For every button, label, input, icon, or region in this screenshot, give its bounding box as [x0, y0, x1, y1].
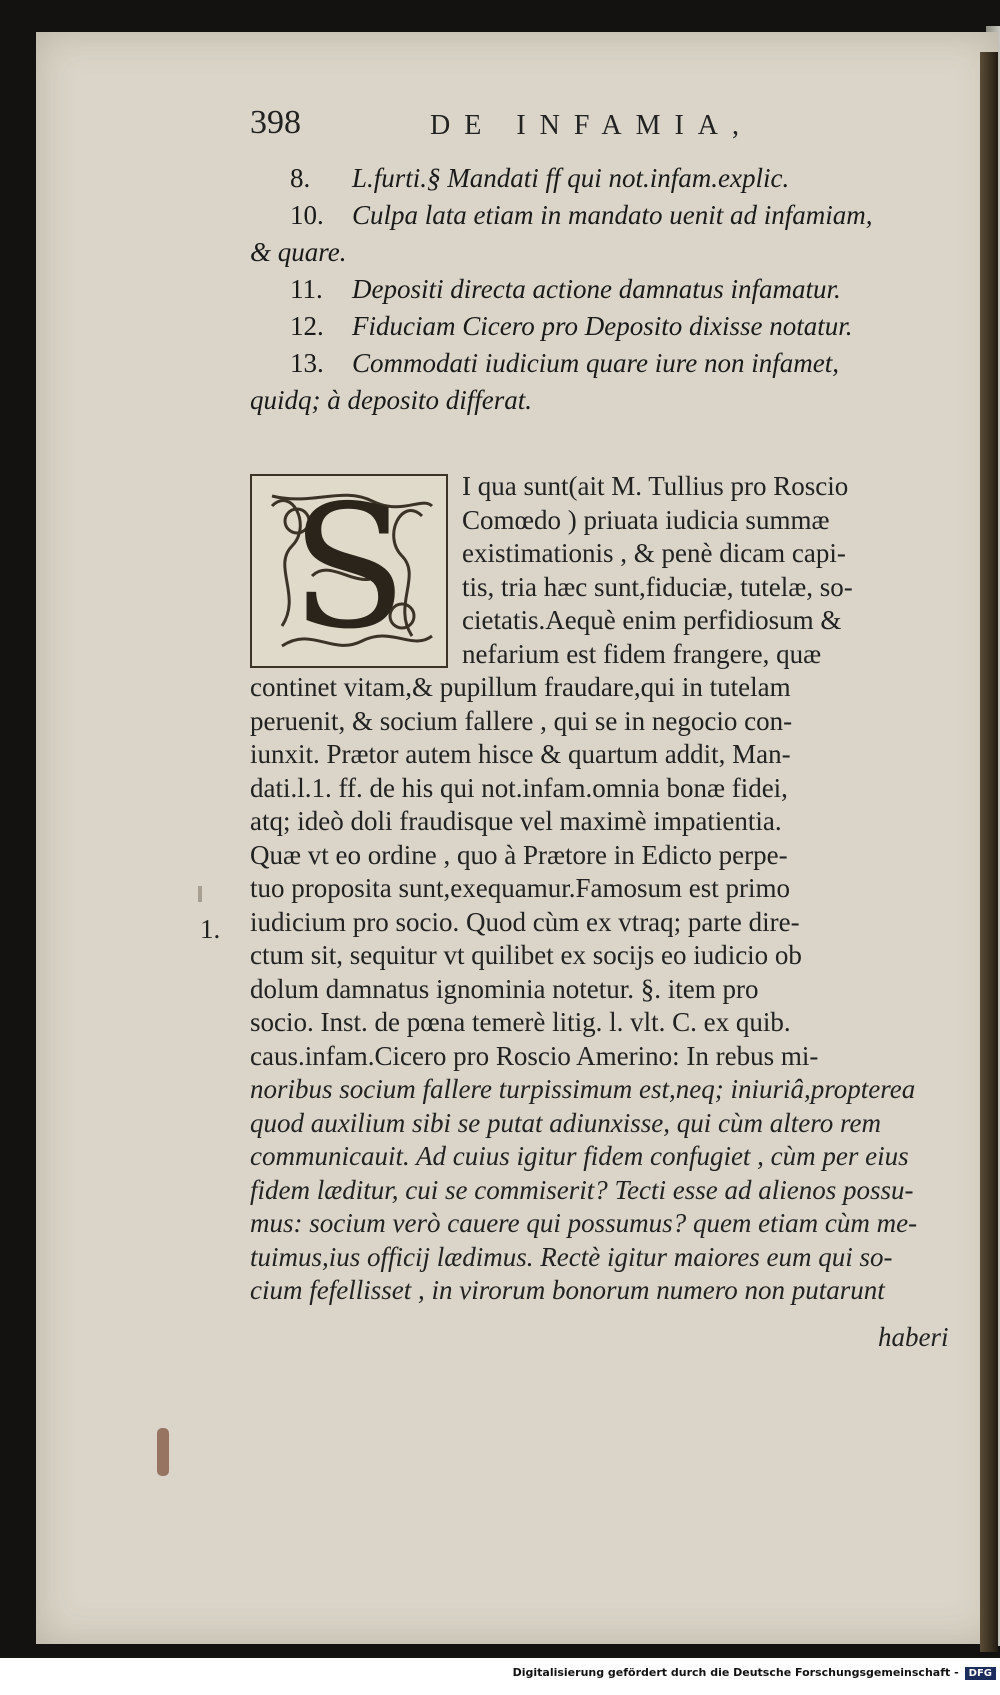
body-text [250, 470, 962, 1308]
summary-text: L.furti.§ Mandati ff qui not.infam.explic. [352, 163, 790, 193]
summary-text: & quare. [250, 237, 347, 267]
text-line: continet vitam,& pupillum fraudare,qui in tutelam [250, 672, 791, 702]
text-line: Comœdo ) priuata iudicia summæ [462, 504, 830, 535]
initial-letter: S [290, 476, 408, 666]
summary-item [250, 160, 970, 197]
summary-number: 11. [290, 274, 323, 304]
text-line: ctum sit, sequitur vt quilibet ex socijs eo iudicio ob [250, 940, 802, 970]
summary-text: Commodati iudicium quare iure non infamet, [352, 348, 839, 378]
summary-item [250, 345, 970, 382]
digitization-footer [0, 1666, 1000, 1690]
text-line: iudicium pro socio. Quod cùm ex vtraq; parte dire- [250, 906, 800, 937]
quote-line: communicauit. Ad cuius igitur fidem confugiet , cùm per eius [250, 1141, 909, 1171]
summary-item [250, 308, 970, 345]
summary-text: Depositi directa actione damnatus infamatur. [352, 274, 841, 304]
text-line: dolum damnatus ignominia notetur. §. item pro [250, 973, 759, 1004]
quote-line: tuimus,ius officij lædimus. Rectè igitur maiores eum qui so- [250, 1241, 893, 1272]
summary-number: 8. [290, 163, 311, 193]
summary-item [250, 234, 970, 271]
page-number: 398 [250, 104, 301, 141]
text-line: peruenit, & socium fallere , qui se in negocio con- [250, 705, 793, 736]
quote-line: noribus socium fallere turpissimum est,neq; iniuriâ,propterea [250, 1074, 916, 1104]
margin-mark [198, 886, 202, 902]
summary-text: quidq; à deposito differat. [250, 385, 532, 415]
running-title: DE INFAMIA, [430, 110, 754, 141]
quote-line: quod auxilium sibi se putat adiunxisse, qui cùm altero rem [250, 1107, 881, 1138]
text-line: dati.l.1. ff. de his qui not.infam.omnia bonæ fidei, [250, 772, 788, 803]
text-line: atq; ideò doli fraudisque vel maximè impatientia. [250, 806, 782, 836]
page-header [250, 104, 810, 148]
ink-smudge [157, 1428, 169, 1476]
text-line: tuo proposita sunt,exequamur.Famosum est primo [250, 873, 790, 903]
chapter-summary [250, 160, 970, 419]
text-line: I qua sunt(ait M. Tullius pro Roscio [462, 471, 849, 501]
text-line: cietatis.Aequè enim perfidiosum & [462, 605, 842, 635]
text-line: socio. Inst. de pœna temerè litig. l. vlt. C. ex quib. [250, 1007, 791, 1037]
quote-line: cium fefellisset , in virorum bonorum numero non putarunt [250, 1275, 885, 1305]
summary-text: Culpa lata etiam in mandato uenit ad infamiam, [352, 200, 873, 230]
dfg-logo-icon: DFG [965, 1667, 996, 1680]
summary-item [250, 197, 970, 234]
summary-number: 13. [290, 348, 324, 378]
text-line: iunxit. Prætor autem hisce & quartum addit, Man- [250, 739, 791, 769]
quote-line: fidem læditur, cui se commiserit? Tecti esse ad alienos possu- [250, 1174, 914, 1205]
text-line: existimationis , & penè dicam capi- [462, 538, 846, 568]
text-line: caus.infam.Cicero pro Roscio Amerino: In rebus mi- [250, 1040, 819, 1071]
decorated-initial [250, 474, 448, 668]
text-line: Quæ vt eo ordine , quo à Prætore in Edicto perpe- [250, 839, 788, 870]
text-line: tis, tria hæc sunt,fiduciæ, tutelæ, so- [462, 571, 853, 602]
margin-number: 1. [200, 914, 221, 944]
page-binding-edge [980, 52, 998, 1652]
summary-item [250, 382, 970, 419]
text-line: nefarium est fidem frangere, quæ [462, 638, 822, 669]
ornament-initial-icon [252, 476, 446, 666]
catchword: haberi [878, 1322, 949, 1352]
summary-number: 12. [290, 311, 324, 341]
summary-item [250, 271, 970, 308]
summary-number: 10. [290, 200, 324, 230]
footer-credit: Digitalisierung gefördert durch die Deutsche Forschungsgemeinschaft - [512, 1666, 959, 1679]
summary-text: Fiduciam Cicero pro Deposito dixisse notatur. [352, 311, 853, 341]
quote-line: mus: socium verò cauere qui possumus? quem etiam cùm me- [250, 1208, 918, 1238]
